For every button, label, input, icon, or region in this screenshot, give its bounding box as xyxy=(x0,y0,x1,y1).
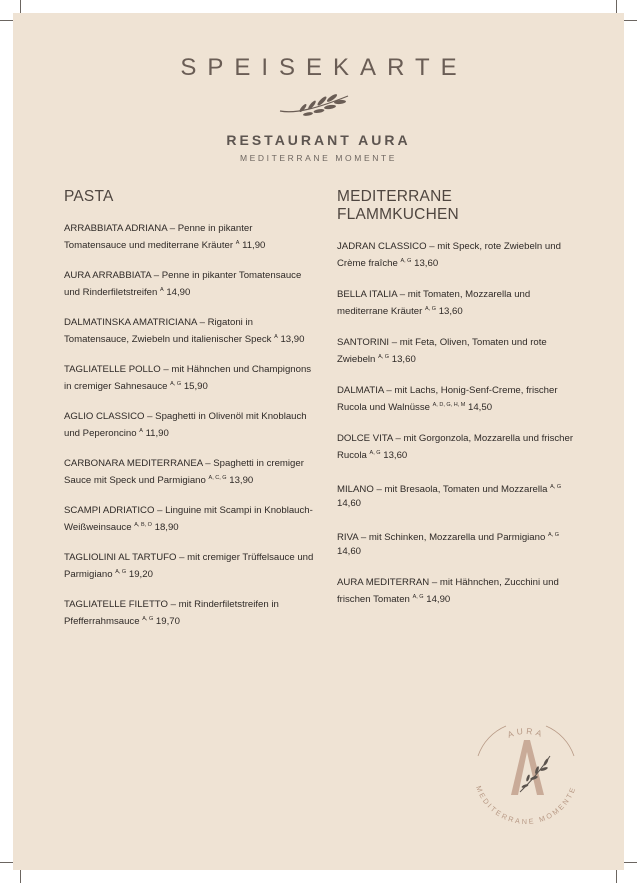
crop-mark xyxy=(20,870,21,883)
crop-mark xyxy=(624,20,637,21)
menu-item-text: BELLA ITALIA – mit Tomaten, Mozzarella und mediterrane Kräuter xyxy=(337,289,531,317)
allergen-codes: A, C, G xyxy=(208,475,227,481)
menu-item xyxy=(64,504,314,535)
allergen-codes: A, D, G, H, M xyxy=(432,402,466,408)
menu-item-price: 14,60 xyxy=(337,498,362,509)
menu-item-price: 11,90 xyxy=(242,240,266,251)
crop-mark xyxy=(0,20,13,21)
menu-item xyxy=(337,288,577,319)
allergen-codes: A xyxy=(160,287,164,293)
menu-item-text: CARBONARA MEDITERRANEA – Spaghetti in cremiger Sauce mit Speck und Parmigiano xyxy=(64,458,304,486)
allergen-codes: A, G xyxy=(115,569,127,575)
page-title: SPEISEKARTE xyxy=(180,54,468,81)
menu-item xyxy=(64,316,314,347)
menu-item xyxy=(337,480,577,511)
menu-item-price: 13,60 xyxy=(438,306,463,317)
aura-logo xyxy=(466,712,586,832)
menu-item-text: TAGLIOLINI AL TARTUFO – mit cremiger Trüffelsauce und Parmigiano xyxy=(64,552,314,580)
crop-mark xyxy=(624,862,637,863)
crop-mark xyxy=(616,870,617,883)
allergen-codes: A, G xyxy=(412,594,424,600)
menu-item xyxy=(337,576,577,607)
menu-item-price: 18,90 xyxy=(154,522,179,533)
allergen-codes: A, G xyxy=(378,354,390,360)
menu-item-text: DOLCE VITA – mit Gorgonzola, Mozzarella und frischer Rucola xyxy=(337,433,574,461)
menu-item-text: AURA ARRABBIATA – Penne in pikanter Tomatensauce und Rinderfiletstreifen xyxy=(64,270,302,298)
menu-item-price: 13,90 xyxy=(280,334,305,345)
menu-item-text: AGLIO CLASSICO – Spaghetti in Olivenöl mit Knoblauch und Peperoncino xyxy=(64,411,307,439)
menu-item-text: JADRAN CLASSICO – mit Speck, rote Zwiebeln und Crème fraîche xyxy=(337,241,561,269)
menu-item-price: 14,50 xyxy=(468,402,493,413)
allergen-codes: A, G xyxy=(142,616,154,622)
allergen-codes: A, G xyxy=(548,532,560,538)
allergen-codes: A xyxy=(274,334,278,340)
menu-item-price: 13,90 xyxy=(229,475,254,486)
menu-item xyxy=(64,410,314,441)
allergen-codes: A, G xyxy=(170,381,182,387)
section-heading: PASTA xyxy=(64,188,114,205)
crop-mark xyxy=(0,862,13,863)
menu-item xyxy=(337,240,577,271)
svg-text:MEDITERRANE MOMENTE: MEDITERRANE MOMENTE xyxy=(474,784,578,827)
pasta-section xyxy=(64,188,314,645)
menu-item-price: 11,90 xyxy=(145,428,169,439)
allergen-codes: A xyxy=(235,240,240,246)
flammkuchen-section xyxy=(337,188,577,624)
menu-item xyxy=(64,598,314,629)
menu-item xyxy=(337,528,577,559)
menu-item-text: ARRABBIATA ADRIANA – Penne in pikanter Tomatensauce und mediterrane Kräuter xyxy=(64,223,253,251)
restaurant-tagline: MEDITERRANE MOMENTE xyxy=(239,153,398,163)
menu-item-price: 13,60 xyxy=(414,258,439,269)
menu-item-text: MILANO – mit Bresaola, Tomaten und Mozzarella xyxy=(337,484,548,495)
menu-item-text: SANTORINI – mit Feta, Oliven, Tomaten und rote Zwiebeln xyxy=(337,337,547,365)
menu-item-text: DALMATIA – mit Lachs, Honig-Senf-Creme, frischer Rucola und Walnüsse xyxy=(337,385,558,413)
olive-branch-icon xyxy=(278,92,350,118)
menu-item xyxy=(64,551,314,582)
menu-item-text: TAGLIATELLE POLLO – mit Hähnchen und Champignons in cremiger Sahnesauce xyxy=(64,364,312,392)
allergen-codes: A, G xyxy=(369,450,381,456)
menu-item-price: 15,90 xyxy=(183,381,208,392)
menu-item xyxy=(64,269,314,300)
menu-item xyxy=(337,384,577,415)
allergen-codes: A, B, O xyxy=(134,522,152,528)
menu-item xyxy=(337,336,577,367)
crop-mark xyxy=(20,0,21,13)
menu-item xyxy=(64,222,314,253)
menu-item xyxy=(64,363,314,394)
allergen-codes: A, G xyxy=(400,258,412,264)
menu-item-price: 19,20 xyxy=(128,569,153,580)
menu-item-text: TAGLIATELLE FILETTO – mit Rinderfiletstreifen in Pfefferrahmsauce xyxy=(64,599,279,627)
menu-item xyxy=(64,457,314,488)
menu-item-text: SCAMPI ADRIATICO – Linguine mit Scampi in Knoblauch-Weißweinsauce xyxy=(64,505,313,533)
allergen-codes: A xyxy=(139,428,143,434)
menu-item-price: 14,60 xyxy=(337,546,362,557)
allergen-codes: A, G xyxy=(550,484,562,490)
section-heading: MEDITERRANE FLAMMKUCHEN xyxy=(337,188,459,223)
menu-item-price: 14,90 xyxy=(426,594,451,605)
menu-item xyxy=(337,432,577,463)
menu-item-price: 13,60 xyxy=(383,450,408,461)
restaurant-name: RESTAURANT AURA xyxy=(226,132,411,148)
menu-item-price: 13,60 xyxy=(391,354,416,365)
svg-text:AURA: AURA xyxy=(505,725,547,740)
menu-item-text: DALMATINSKA AMATRICIANA – Rigatoni in Tomatensauce, Zwiebeln und italienischer Speck xyxy=(64,317,272,345)
allergen-codes: A, G xyxy=(425,306,437,312)
menu-item-text: RIVA – mit Schinken, Mozzarella und Parmigiano xyxy=(337,532,546,543)
menu-item-price: 14,90 xyxy=(166,287,191,298)
crop-mark xyxy=(616,0,617,13)
menu-item-text: AURA MEDITERRAN – mit Hähnchen, Zucchini und frischen Tomaten xyxy=(337,577,559,605)
menu-item-price: 19,70 xyxy=(155,616,180,627)
